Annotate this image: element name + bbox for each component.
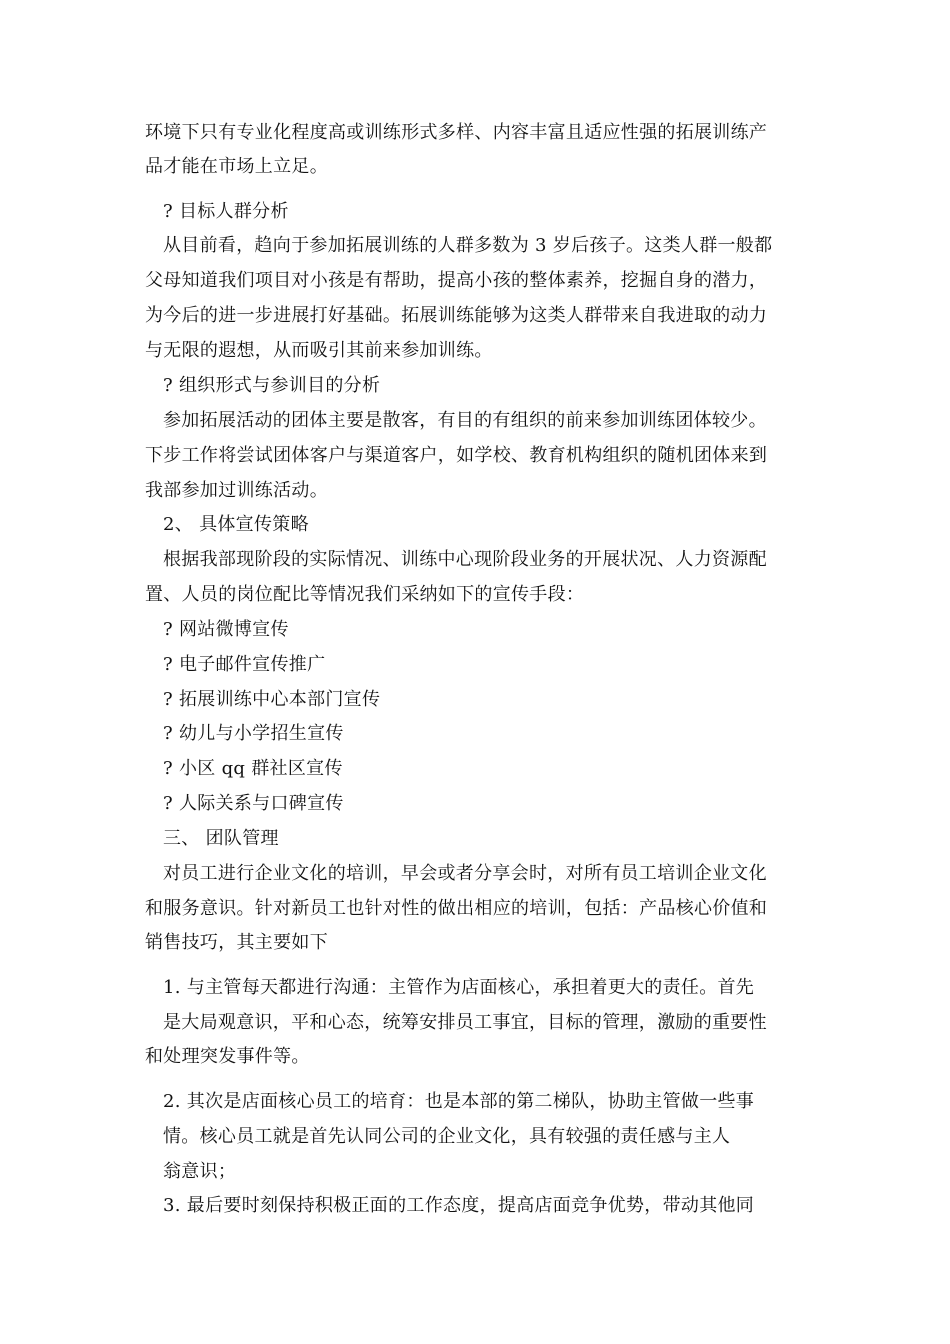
paragraph-line: 与无限的遐想，从而吸引其前来参加训练。 (145, 340, 493, 361)
paragraph-line: 为今后的进一步进展打好基础。拓展训练能够为这类人群带来自我进取的动力 (145, 305, 768, 326)
paragraph-line: 父母知道我们项目对小孩是有帮助，提高小孩的整体素养，挖掘自身的潜力， (145, 270, 768, 291)
paragraph-line: 情。核心员工就是首先认同公司的企业文化，具有较强的责任感与主人 (163, 1126, 731, 1147)
numbered-item: 1. 与主管每天都进行沟通：主管作为店面核心，承担着更大的责任。首先 (163, 977, 755, 998)
paragraph-line: 和服务意识。针对新员工也针对性的做出相应的培训，包括：产品核心价值和 (145, 898, 768, 919)
list-item: ? 幼儿与小学招生宣传 (163, 723, 344, 744)
list-item: ? 小区 qq 群社区宣传 (163, 758, 343, 779)
section-heading: ? 组织形式与参训目的分析 (163, 375, 381, 396)
section-heading: 三、 团队管理 (163, 828, 279, 849)
paragraph-line: 根据我部现阶段的实际情况、训练中心现阶段业务的开展状况、人力资源配 (163, 549, 767, 570)
list-item: ? 电子邮件宣传推广 (163, 654, 326, 675)
paragraph-line: 和处理突发事件等。 (145, 1046, 310, 1067)
paragraph-line: 我部参加过训练活动。 (145, 480, 328, 501)
paragraph-line: 品才能在市场上立足。 (145, 156, 328, 177)
section-heading: 2、 具体宣传策略 (163, 514, 309, 535)
numbered-item: 2. 其次是店面核心员工的培育：也是本部的第二梯队，协助主管做一些事 (163, 1091, 755, 1112)
list-item: ? 网站微博宣传 (163, 619, 289, 640)
paragraph-line: 置、人员的岗位配比等情况我们采纳如下的宣传手段： (145, 584, 585, 605)
paragraph-line: 环境下只有专业化程度高或训练形式多样、内容丰富且适应性强的拓展训练产 (145, 122, 768, 143)
paragraph-line: 下步工作将尝试团体客户与渠道客户，如学校、教育机构组织的随机团体来到 (145, 445, 768, 466)
paragraph-line: 翁意识； (163, 1161, 237, 1182)
paragraph-line: 是大局观意识，平和心态，统筹安排员工事宜，目标的管理，激励的重要性 (163, 1012, 767, 1033)
paragraph-line: 从目前看，趋向于参加拓展训练的人群多数为 3 岁后孩子。这类人群一般都 (163, 235, 773, 256)
paragraph-line: 对员工进行企业文化的培训，早会或者分享会时，对所有员工培训企业文化 (163, 863, 767, 884)
list-item: ? 拓展训练中心本部门宣传 (163, 689, 381, 710)
paragraph-line: 销售技巧，其主要如下 (145, 932, 328, 953)
section-heading: ? 目标人群分析 (163, 201, 289, 222)
list-item: ? 人际关系与口碑宣传 (163, 793, 344, 814)
paragraph-line: 参加拓展活动的团体主要是散客，有目的有组织的前来参加训练团体较少。 (163, 410, 767, 431)
numbered-item: 3. 最后要时刻保持积极正面的工作态度，提高店面竞争优势，带动其他同 (163, 1195, 755, 1216)
